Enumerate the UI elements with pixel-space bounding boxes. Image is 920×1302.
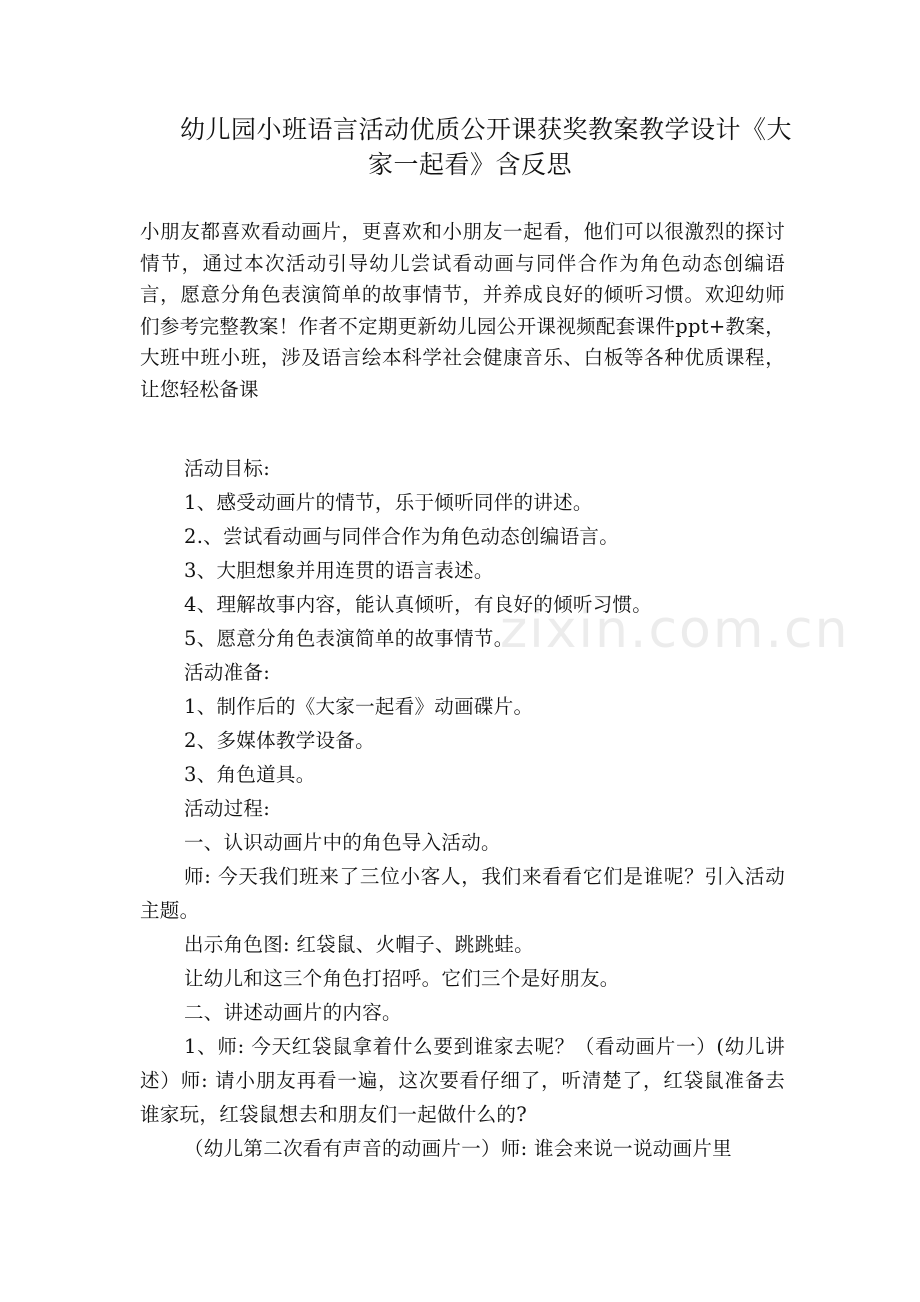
- document-title: [140, 112, 800, 182]
- paragraph: 活动过程:: [184, 797, 271, 820]
- paragraph: 活动准备:: [184, 661, 271, 684]
- paragraph: 出示角色图: 红袋鼠、火帽子、跳跳蛙。: [184, 933, 534, 956]
- paragraph: 一、认识动画片中的角色导入活动。: [184, 831, 501, 854]
- intro-paragraph: 小朋友都喜欢看动画片，更喜欢和小朋友一起看，他们可以很激烈的探讨情节，通过本次活动引导幼儿尝试看动画与同伴合作为角色动态创编语言，愿意分角色表演简单的故事情节，并养成良好的倾听习惯。欢迎幼师们参考完整教案！作者不定期更新幼儿园公开课视频配套课件ppt+教案，大班中班小班，涉及语言绘本科学社会健康音乐、白板等各种优质课程，让您轻松备课: [140, 220, 785, 401]
- watermark: zixin.com.cn: [500, 600, 850, 660]
- paragraph: 活动目标:: [184, 457, 271, 480]
- paragraph: 3、大胆想象并用连贯的语言表述。: [184, 559, 494, 582]
- paragraph: 4、理解故事内容，能认真倾听，有良好的倾听习惯。: [184, 593, 653, 616]
- document-body: [140, 452, 785, 1166]
- title-line-2: 家一起看》含反思: [367, 150, 572, 179]
- paragraph: 3、角色道具。: [184, 763, 316, 786]
- paragraph: 让幼儿和这三个角色打招呼。它们三个是好朋友。: [184, 967, 620, 990]
- paragraph: 1、制作后的《大家一起看》动画碟片。: [184, 695, 534, 718]
- paragraph: 2.、尝试看动画与同伴合作为角色动态创编语言。: [184, 525, 620, 548]
- paragraph: 师: 今天我们班来了三位小客人，我们来看看它们是谁呢？引入活动主题。: [140, 865, 785, 922]
- paragraph: 二、讲述动画片的内容。: [184, 1001, 402, 1024]
- paragraph: 2、多媒体教学设备。: [184, 729, 375, 752]
- paragraph: 1、感受动画片的情节，乐于倾听同伴的讲述。: [184, 491, 593, 514]
- paragraph: 1、师: 今天红袋鼠拿着什么要到谁家去呢？（看动画片一）(幼儿讲述）师: 请小朋友再看一遍，这次要看仔细了，听清楚了，红袋鼠准备去谁家玩，红袋鼠想去和朋友们一起做什么的?: [140, 1035, 785, 1126]
- paragraph: （幼儿第二次看有声音的动画片一）师: 谁会来说一说动画片里: [184, 1137, 732, 1160]
- title-line-1: 幼儿园小班语言活动优质公开课获奖教案教学设计《大: [179, 115, 792, 144]
- paragraph: 5、愿意分角色表演简单的故事情节。: [184, 627, 514, 650]
